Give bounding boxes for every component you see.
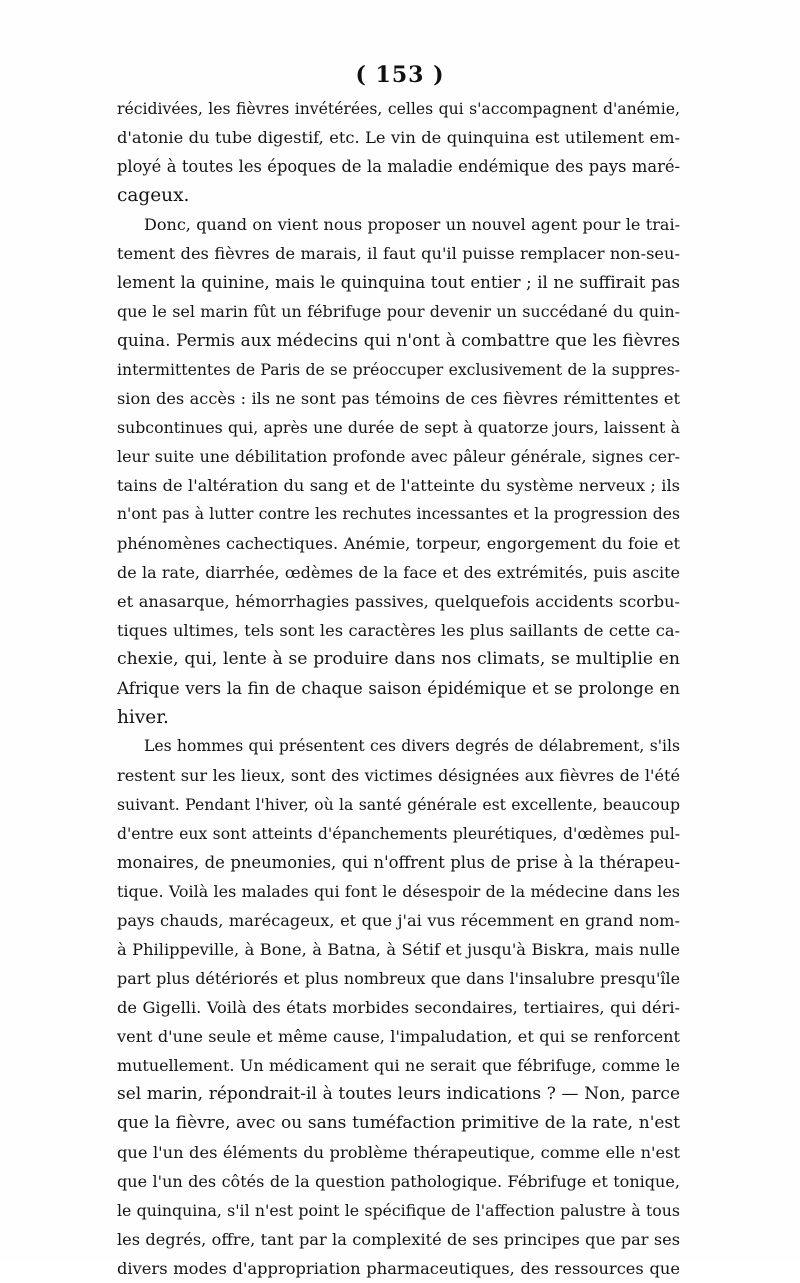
- text-line: lement la quinine, mais le quinquina tout entier ; il ne suffirait pas: [117, 273, 680, 292]
- text-line: monaires, de pneumonies, qui n'offrent plus de prise à la thérapeu-: [117, 853, 680, 872]
- text-line: Donc, quand on vient nous proposer un nouvel agent pour le trai-: [144, 215, 680, 234]
- text-line: le quinquina, s'il n'est point le spécifique de l'affection palustre à tous: [117, 1201, 680, 1220]
- text-line: à Philippeville, à Bone, à Batna, à Sétif et jusqu'à Biskra, mais nulle: [117, 940, 680, 959]
- text-line: vent d'une seule et même cause, l'impaludation, et qui se renforcent: [117, 1027, 680, 1046]
- text-line: tement des fièvres de marais, il faut qu'il puisse remplacer non-seu-: [117, 244, 680, 263]
- text-line: intermittentes de Paris de se préoccuper exclusivement de la suppres-: [117, 360, 680, 379]
- text-line: subcontinues qui, après une durée de sept à quatorze jours, laissent à: [117, 418, 680, 437]
- text-line: leur suite une débilitation profonde avec pâleur générale, signes cer-: [117, 447, 680, 466]
- text-line: que la fièvre, avec ou sans tuméfaction primitive de la rate, n'est: [117, 1113, 680, 1133]
- text-line: quina. Permis aux médecins qui n'ont à combattre que les fièvres: [117, 330, 680, 350]
- text-line: de Gigelli. Voilà des états morbides secondaires, tertiaires, qui déri-: [117, 998, 680, 1017]
- text-line: et anasarque, hémorrhagies passives, quelquefois accidents scorbu-: [117, 592, 680, 611]
- text-line: sion des accès : ils ne sont pas témoins de ces fièvres rémittentes et: [117, 389, 680, 408]
- text-line: que l'un des éléments du problème thérapeutique, comme elle n'est: [117, 1143, 680, 1162]
- text-line: suivant. Pendant l'hiver, où la santé générale est excellente, beaucoup: [117, 795, 680, 814]
- text-line: pays chauds, marécageux, et que j'ai vus récemment en grand nom-: [117, 911, 680, 930]
- text-line: que le sel marin fût un fébrifuge pour devenir un succédané du quin-: [117, 302, 680, 321]
- text-line: Afrique vers la fin de chaque saison épidémique et se prolonge en: [117, 678, 680, 698]
- text-line: hiver.: [117, 707, 169, 728]
- body-text: [117, 94, 680, 1283]
- text-line: mutuellement. Un médicament qui ne serait que fébrifuge, comme le: [117, 1056, 680, 1075]
- text-line: sel marin, répondrait-il à toutes leurs indications ? — Non, parce: [117, 1084, 680, 1104]
- text-line: de la rate, diarrhée, œdèmes de la face et des extrémités, puis ascite: [117, 563, 680, 582]
- text-line: tique. Voilà les malades qui font le désespoir de la médecine dans les: [117, 882, 680, 901]
- text-line: restent sur les lieux, sont des victimes désignées aux fièvres de l'été: [117, 766, 680, 785]
- text-line: n'ont pas à lutter contre les rechutes incessantes et la progression des: [117, 505, 680, 523]
- text-line: récidivées, les fièvres invétérées, celles qui s'accompagnent d'anémie,: [117, 99, 680, 118]
- text-line: tiques ultimes, tels sont les caractères les plus saillants de cette ca-: [117, 621, 680, 640]
- text-line: tains de l'altération du sang et de l'atteinte du système nerveux ; ils: [117, 476, 680, 495]
- text-line: ployé à toutes les époques de la maladie endémique des pays maré-: [117, 157, 680, 176]
- text-line: d'atonie du tube digestif, etc. Le vin de quinquina est utilement em-: [117, 128, 680, 147]
- text-line: phénomènes cachectiques. Anémie, torpeur, engorgement du foie et: [117, 534, 680, 553]
- page-number: ( 153 ): [355, 62, 445, 88]
- text-line: que l'un des côtés de la question pathologique. Fébrifuge et tonique,: [117, 1172, 680, 1191]
- text-line: part plus détériorés et plus nombreux que dans l'insalubre presqu'île: [117, 969, 680, 988]
- text-line: d'entre eux sont atteints d'épanchements pleurétiques, d'œdèmes pul-: [117, 824, 680, 843]
- text-line: les degrés, offre, tant par la complexité de ses principes que par ses: [117, 1230, 680, 1249]
- text-line: divers modes d'appropriation pharmaceutiques, des ressources que: [117, 1259, 680, 1278]
- text-line: Les hommes qui présentent ces divers degrés de délabrement, s'ils: [144, 737, 680, 755]
- text-line: chexie, qui, lente à se produire dans nos climats, se multiplie en: [117, 649, 680, 669]
- text-line: cageux.: [117, 185, 190, 206]
